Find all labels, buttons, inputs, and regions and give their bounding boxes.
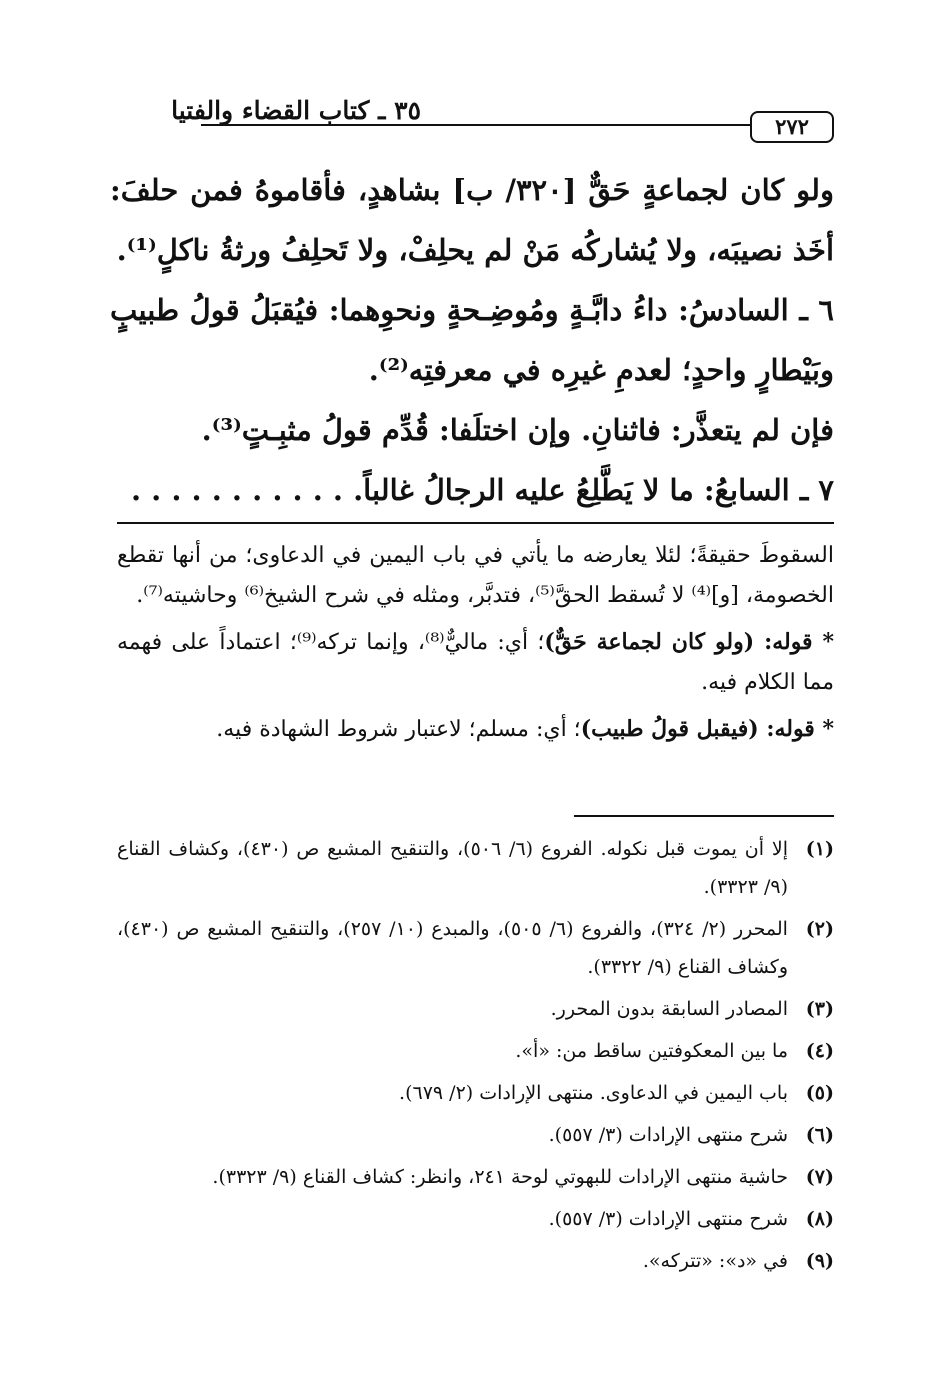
footnote-text: ما بين المعكوفتين ساقط من: «أ». [515, 1040, 788, 1062]
footnote-text: المصادر السابقة بدون المحرر. [550, 998, 788, 1020]
footnote [117, 1242, 834, 1280]
footnote-text: المحرر (٢/ ٣٢٤)، والفروع (٦/ ٥٠٥)، والمبدع (١٠/ ٢٥٧)، والتنقيح المشبع ص (٤٣٠)، وكشاف القناع (٩/ ٣٣٢٢). [117, 918, 788, 978]
main-paragraph-2: ٦ ـ السادسُ: داءُ دابَّـةٍ ومُوضِـحةٍ ونحوِهما: فيُقبَلُ قولُ طبيبٍ وبَيْطارٍ واحدٍ؛ لعدمِ غيرِه في معرفتِه⁽²⁾. [110, 293, 834, 387]
footnote-number: (٩) [805, 1250, 834, 1272]
footnote-number: (٨) [805, 1208, 834, 1230]
main-text [110, 160, 834, 520]
commentary-explanation: ؛ أي: ماليٌّ⁽⁸⁾، وإنما تركه⁽⁹⁾؛ اعتماداً على فهمه مما الكلام فيه. [117, 630, 834, 695]
commentary-explanation: ؛ أي: مسلم؛ لاعتبار شروط الشهادة فيه. [216, 717, 581, 742]
footnote-number: (٥) [805, 1082, 834, 1104]
footnote [117, 1158, 834, 1196]
footnote-number: (٣) [805, 998, 834, 1020]
main-text-divider [117, 522, 834, 524]
footnote-text: حاشية منتهى الإرادات للبهوتي لوحة ٢٤١، وانظر: كشاف القناع (٩/ ٣٣٢٣). [212, 1166, 788, 1188]
footnote-number: (١) [805, 838, 834, 860]
commentary [117, 536, 834, 756]
commentary-paragraph-3 [117, 709, 834, 750]
footnote-number: (٢) [805, 918, 834, 940]
footnote [117, 1200, 834, 1238]
footnote [117, 1074, 834, 1112]
running-header-title: ٣٥ ـ كتاب القضاء والفتيا [171, 96, 421, 125]
footnote-text: شرح منتهى الإرادات (٣/ ٥٥٧). [548, 1124, 788, 1146]
footnote [117, 1032, 834, 1070]
commentary-paragraph-1: السقوطَ حقيقةً؛ لئلا يعارضه ما يأتي في باب اليمين في الدعاوى؛ من أنها تقطع الخصومة، [و]⁽⁴⁾ لا تُسقط الحقَّ⁽⁵⁾، فتدبَّر، ومثله في شرح الشيخ⁽⁶⁾ وحاشيته⁽⁷⁾. [117, 543, 834, 608]
commentary-quote: * قوله: (فيقبل قولُ طبيب) [580, 716, 834, 742]
footnote [117, 830, 834, 906]
commentary-paragraph-2 [117, 622, 834, 703]
main-paragraph-3: فإن لم يتعذَّر: فاثنانِ. وإن اختلَفا: قُدِّم قولُ مثبِـتٍ⁽³⁾. [201, 413, 834, 447]
footnote [117, 990, 834, 1028]
footnote-number: (٤) [805, 1040, 834, 1062]
commentary-quote: * قوله: (ولو كان لجماعة حَقٌّ) [544, 629, 834, 655]
footnote-number: (٦) [805, 1124, 834, 1146]
footnote-number: (٧) [805, 1166, 834, 1188]
header-rule [201, 124, 834, 126]
footnote [117, 910, 834, 986]
footnote-text: في «د»: «تتركه». [642, 1250, 788, 1272]
main-paragraph-4: ٧ ـ السابعُ: ما لا يَطَّلِعُ عليه الرجالُ غالباً. . . . . . . . . . . . [130, 473, 834, 507]
footnote-text: باب اليمين في الدعاوى. منتهى الإرادات (٢/ ٦٧٩). [399, 1082, 788, 1104]
main-paragraph-1: ولو كان لجماعةٍ حَقٌّ [٣٢٠/ ب] بشاهدٍ، فأقاموهُ فمن حلفَ: أخَذ نصيبَه، ولا يُشاركُه مَنْ لم يحلِفْ، ولا تَحلِفُ ورثةُ ناكلٍ⁽¹⁾. [110, 173, 834, 267]
footnote-text: شرح منتهى الإرادات (٣/ ٥٥٧). [548, 1208, 788, 1230]
footnote-text: إلا أن يموت قبل نكوله. الفروع (٦/ ٥٠٦)، والتنقيح المشبع ص (٤٣٠)، وكشاف القناع (٩/ ٣٣٢٣). [117, 838, 788, 898]
footnote [117, 1116, 834, 1154]
footnotes [117, 830, 834, 1284]
footnotes-divider [574, 815, 834, 817]
page-number: ٢٧٢ [750, 111, 834, 143]
